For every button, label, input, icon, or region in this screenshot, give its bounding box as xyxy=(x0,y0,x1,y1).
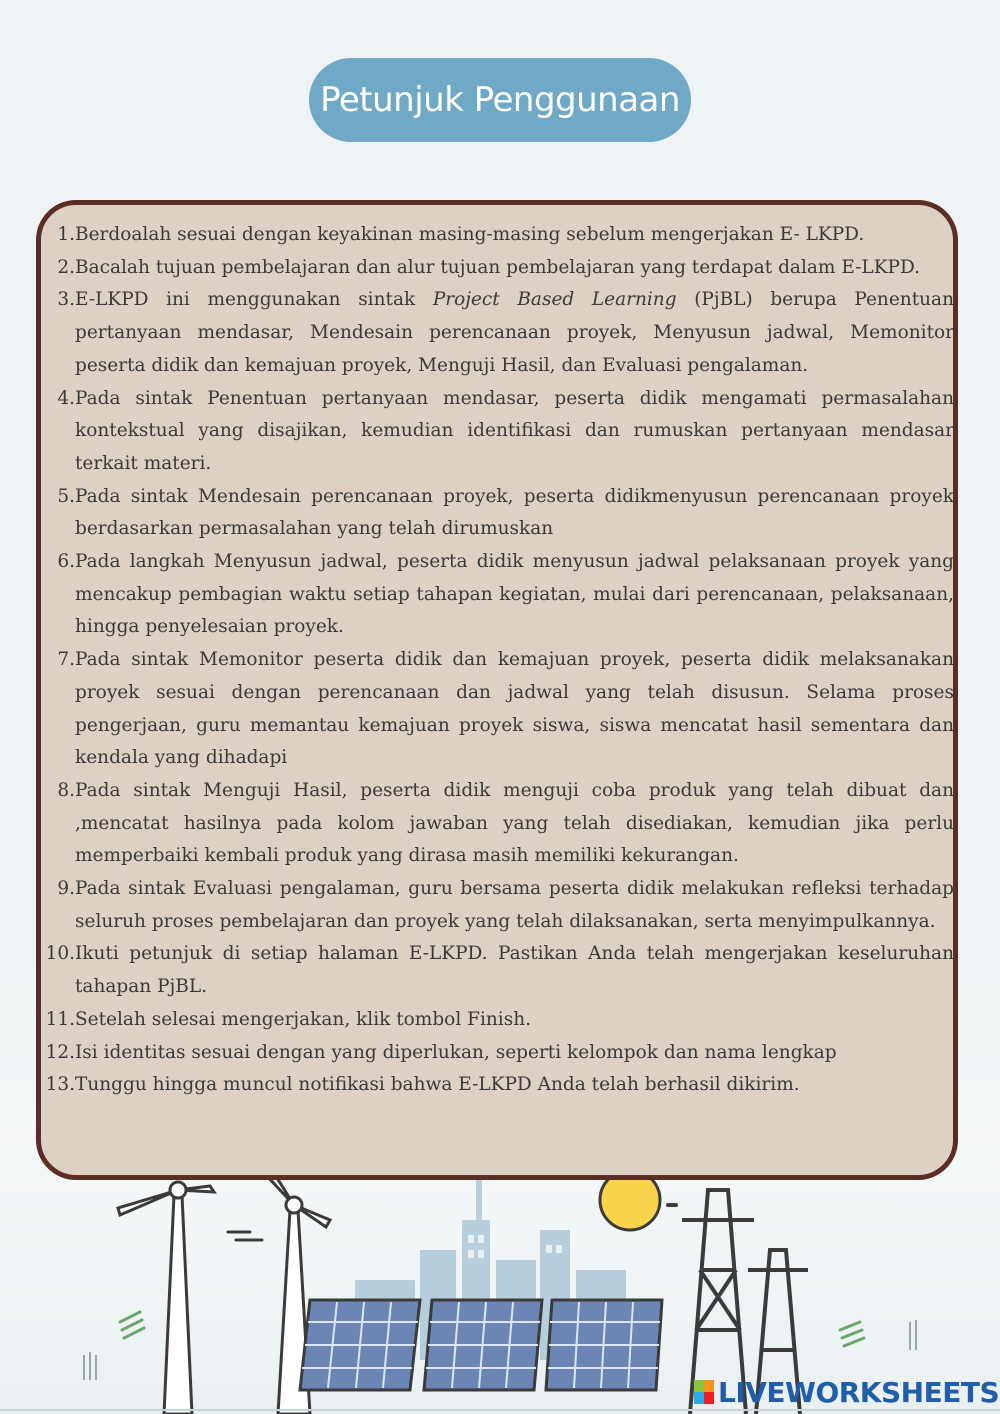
item-text: Pada sintak Evaluasi pengalaman, guru bersama peserta didik melakukan refleksi terhadap seluruh proses pembelajaran dan proyek yang telah dilaksanakan, serta menyimpulkannya. xyxy=(75,878,954,932)
item-number: 9. xyxy=(57,878,75,900)
item-number: 13. xyxy=(45,1074,75,1096)
page-title: Petunjuk Penggunaan xyxy=(320,80,680,120)
instruction-list xyxy=(42,219,954,1102)
item-text: Tunggu hingga muncul notifikasi bahwa E-LKPD Anda telah berhasil dikirim. xyxy=(75,1074,800,1096)
item-text: Setelah selesai mengerjakan, klik tombol Finish. xyxy=(75,1008,531,1030)
item-number: 8. xyxy=(57,779,75,801)
list-item xyxy=(42,873,954,938)
item-text xyxy=(75,284,954,382)
list-item xyxy=(42,644,954,775)
brand-name: LIVEWORKSHEETS xyxy=(718,1375,1000,1409)
item-text: Berdoalah sesuai dengan keyakinan masing-masing sebelum mengerjakan E- LKPD. xyxy=(75,224,865,245)
wind-turbine-icon xyxy=(118,1170,330,1414)
item-number: 11. xyxy=(45,1008,75,1030)
item-number: 12. xyxy=(45,1041,75,1063)
list-item xyxy=(42,383,954,481)
item-number: 10. xyxy=(45,943,75,965)
liveworksheets-logo[interactable] xyxy=(694,1374,999,1410)
item-text-emphasis: Project Based Learning xyxy=(432,289,677,311)
list-item xyxy=(42,1069,954,1102)
item-text: Pada sintak Menguji Hasil, peserta didik menguji coba produk yang telah dibuat dan ,mencatat hasilnya pada kolom jawaban yang telah disediakan, kemudian jika perlu memperbaiki kembali produk yang dirasa masih memiliki kekurangan. xyxy=(75,779,954,867)
item-text: Pada sintak Mendesain perencanaan proyek, peserta didikmenyusun perencanaan proyek berdasarkan permasalahan yang telah dirumuskan xyxy=(75,485,954,540)
item-text-post: (PjBL) berupa Penentuan pertanyaan mendasar, Mendesain perencanaan proyek, Menyusun jadwal, Memonitor peserta didik dan kemajuan proyek, Menguji Hasil, dan Evaluasi pengalaman. xyxy=(75,289,954,376)
item-number: 2. xyxy=(57,256,75,278)
item-number: 3. xyxy=(57,289,75,311)
item-text: Pada sintak Memonitor peserta didik dan kemajuan proyek, peserta didik melaksanakan proyek sesuai dengan perencanaan dan jadwal yang telah disusun. Selama proses pengerjaan, guru memantau kemajuan proyek siswa, siswa mencatat hasil sementara dan kendala yang dihadapi xyxy=(75,649,954,769)
list-item xyxy=(42,1037,954,1070)
title-banner xyxy=(309,58,691,142)
item-text: Isi identitas sesuai dengan yang diperlukan, seperti kelompok dan nama lengkap xyxy=(75,1041,837,1063)
item-number: 4. xyxy=(57,387,75,409)
list-item xyxy=(42,1004,954,1037)
item-number: 6. xyxy=(57,551,75,573)
list-item xyxy=(42,938,954,1003)
wind-lines-icon xyxy=(228,1232,262,1240)
item-text: Pada langkah Menyusun jadwal, peserta didik menyusun jadwal pelaksanaan proyek yang mencakup pembagian waktu setiap tahapan kegiatan, mulai dari perencanaan, pelaksanaan, hingga penyelesaian proyek. xyxy=(75,551,954,638)
item-text: Pada sintak Penentuan pertanyaan mendasar, peserta didik mengamati permasalahan kontekstual yang disajikan, kemudian identifikasi dan rumuskan pertanyaan mendasar terkait materi. xyxy=(75,387,954,474)
list-item xyxy=(42,546,954,644)
list-item xyxy=(42,481,954,546)
list-item xyxy=(42,775,954,873)
list-item xyxy=(42,219,954,252)
list-item xyxy=(42,252,954,285)
liveworksheets-mark-icon xyxy=(694,1380,714,1404)
item-number: 7. xyxy=(57,649,75,671)
item-text: Ikuti petunjuk di setiap halaman E-LKPD. Pastikan Anda telah mengerjakan keseluruhan tahapan PjBL. xyxy=(75,943,954,998)
list-item xyxy=(42,284,954,382)
item-text-pre: E-LKPD ini menggunakan sintak xyxy=(75,289,433,311)
item-number: 5. xyxy=(57,485,75,507)
item-text: Bacalah tujuan pembelajaran dan alur tujuan pembelajaran yang terdapat dalam E-LKPD. xyxy=(75,256,921,278)
item-number: 1. xyxy=(57,224,75,245)
